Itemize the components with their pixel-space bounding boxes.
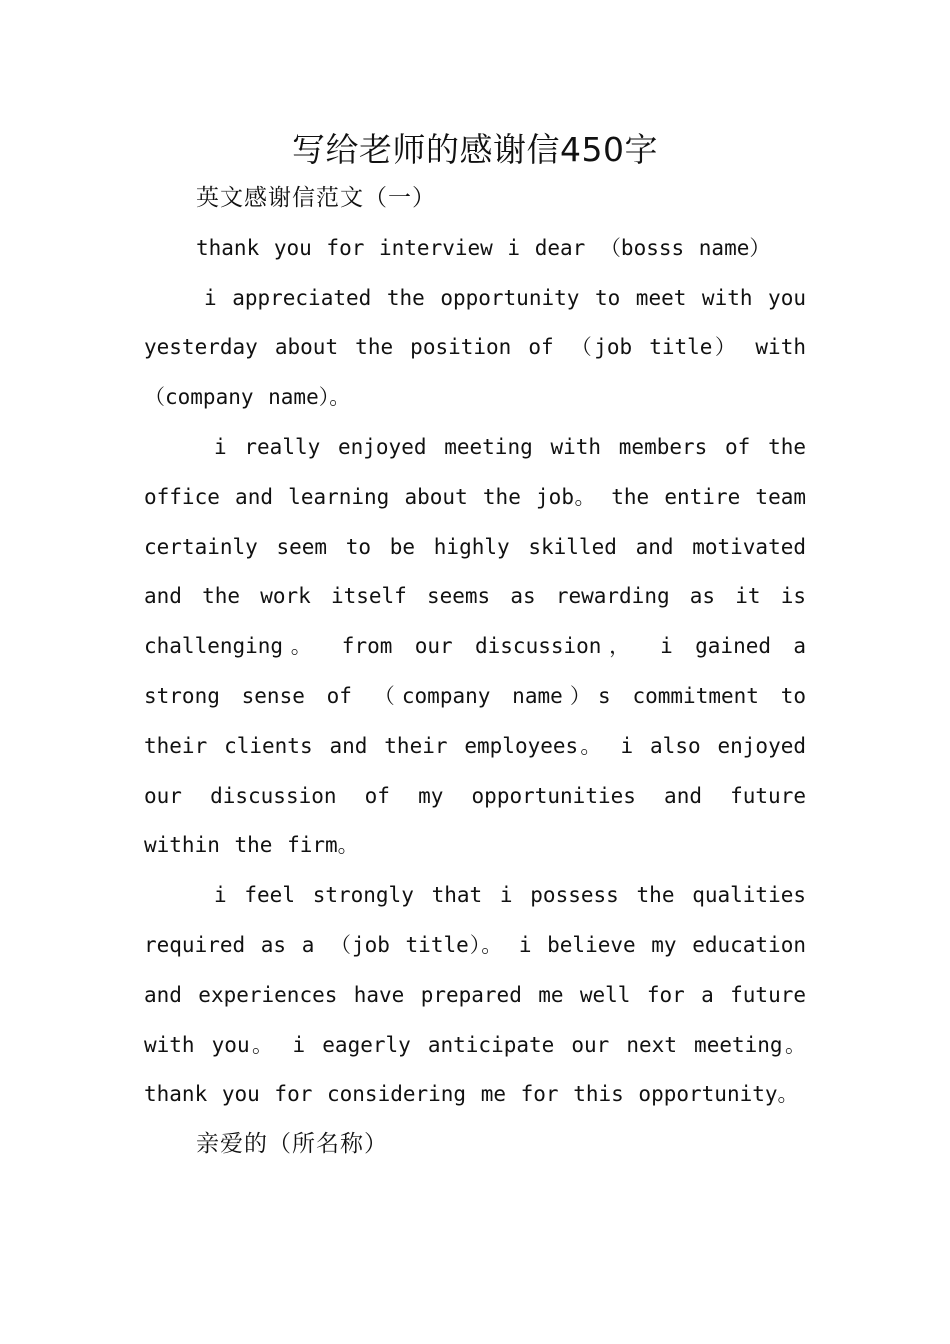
document-title: 写给老师的感谢信450字 [292,130,658,169]
letter-subject-line: thank you for interview i dear （bosss name） [196,235,771,260]
letter-paragraph-2: i really enjoyed meeting with members of the office and learning about the job。 the entire team certainly seem to be highly skilled and motivated and the work itself seems as rewarding as it is challenging。 from our discussion， i gained a strong sense of （company name）s commitment to their clients and their employees。 i also enjoyed our discussion of my opportunities and future within the firm。 [144,434,806,858]
section-heading: 英文感谢信范文（一） [196,185,436,211]
document-body [144,174,806,1170]
letter-paragraph-3: i feel strongly that i possess the qualities required as a （job title）。 i believe my education and experiences have prepared me well for a future with you。 i eagerly anticipate our next meeting。 thank you for considering me for this opportunity。 [144,883,806,1107]
salutation-line: 亲爱的（所名称） [196,1131,388,1158]
letter-paragraph-1: i appreciated the opportunity to meet with you yesterday about the position of （job title） with （company name）。 [144,285,806,410]
